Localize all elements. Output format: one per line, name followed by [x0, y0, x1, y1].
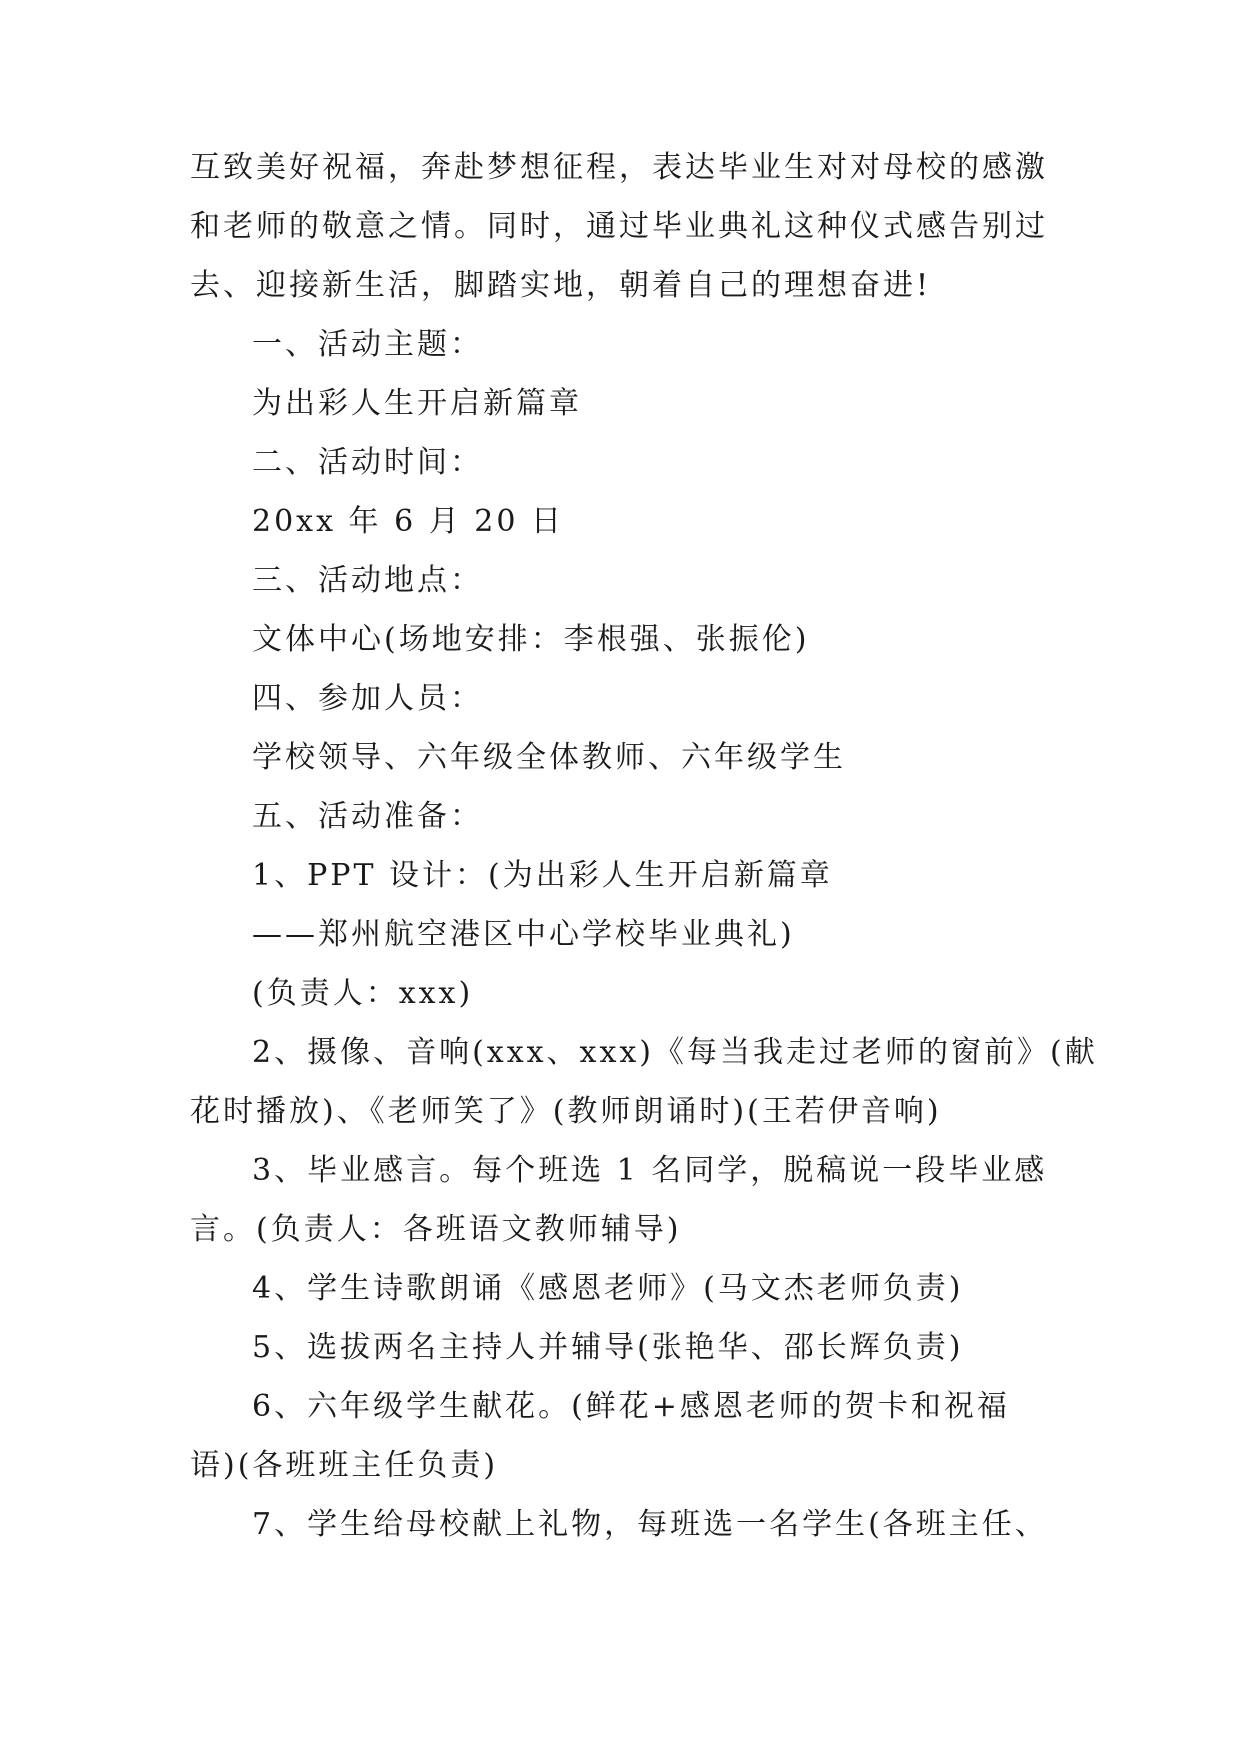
intro-line-3: 去、迎接新生活，脚踏实地，朝着自己的理想奋进!: [190, 268, 932, 303]
prep-item-1-line-3: (负责人：xxx): [252, 976, 474, 1011]
prep-item-4: 4、学生诗歌朗诵《感恩老师》(马文杰老师负责): [252, 1271, 964, 1306]
section-heading-time: 二、活动时间：: [252, 445, 483, 480]
prep-item-3-line-2: 言。(负责人：各班语文教师辅导): [190, 1212, 682, 1247]
prep-item-1-line-2: ——郑州航空港区中心学校毕业典礼): [252, 917, 795, 952]
prep-item-6-line-1: 6、六年级学生献花。(鲜花+感恩老师的贺卡和祝福: [252, 1389, 1010, 1424]
section-content-location: 文体中心(场地安排：李根强、张振伦): [252, 622, 810, 657]
section-content-time: 20xx 年 6 月 20 日: [252, 504, 564, 539]
prep-item-2-line-2: 花时播放)、《老师笑了》(教师朗诵时)(王若伊音响): [190, 1094, 942, 1129]
prep-item-5: 5、选拔两名主持人并辅导(张艳华、邵长辉负责): [252, 1330, 964, 1365]
prep-item-3-line-1: 3、毕业感言。每个班选 1 名同学，脱稿说一段毕业感: [252, 1153, 1048, 1188]
prep-item-2-line-1: 2、摄像、音响(xxx、xxx)《每当我走过老师的窗前》(献: [252, 1035, 1098, 1070]
prep-item-6-line-2: 语)(各班班主任负责): [190, 1448, 499, 1483]
section-heading-location: 三、活动地点：: [252, 563, 483, 598]
prep-item-1-line-1: 1、PPT 设计：(为出彩人生开启新篇章: [252, 858, 833, 893]
section-heading-participants: 四、参加人员：: [252, 681, 483, 716]
section-heading-theme: 一、活动主题：: [252, 327, 483, 362]
prep-item-7-line-1: 7、学生给母校献上礼物，每班选一名学生(各班主任、: [252, 1507, 1048, 1542]
intro-line-2: 和老师的敬意之情。同时，通过毕业典礼这种仪式感告别过: [190, 209, 1048, 244]
section-content-theme: 为出彩人生开启新篇章: [252, 386, 582, 421]
section-heading-preparation: 五、活动准备：: [252, 799, 483, 834]
intro-line-1: 互致美好祝福，奔赴梦想征程，表达毕业生对对母校的感激: [190, 150, 1048, 185]
section-content-participants: 学校领导、六年级全体教师、六年级学生: [252, 740, 846, 775]
